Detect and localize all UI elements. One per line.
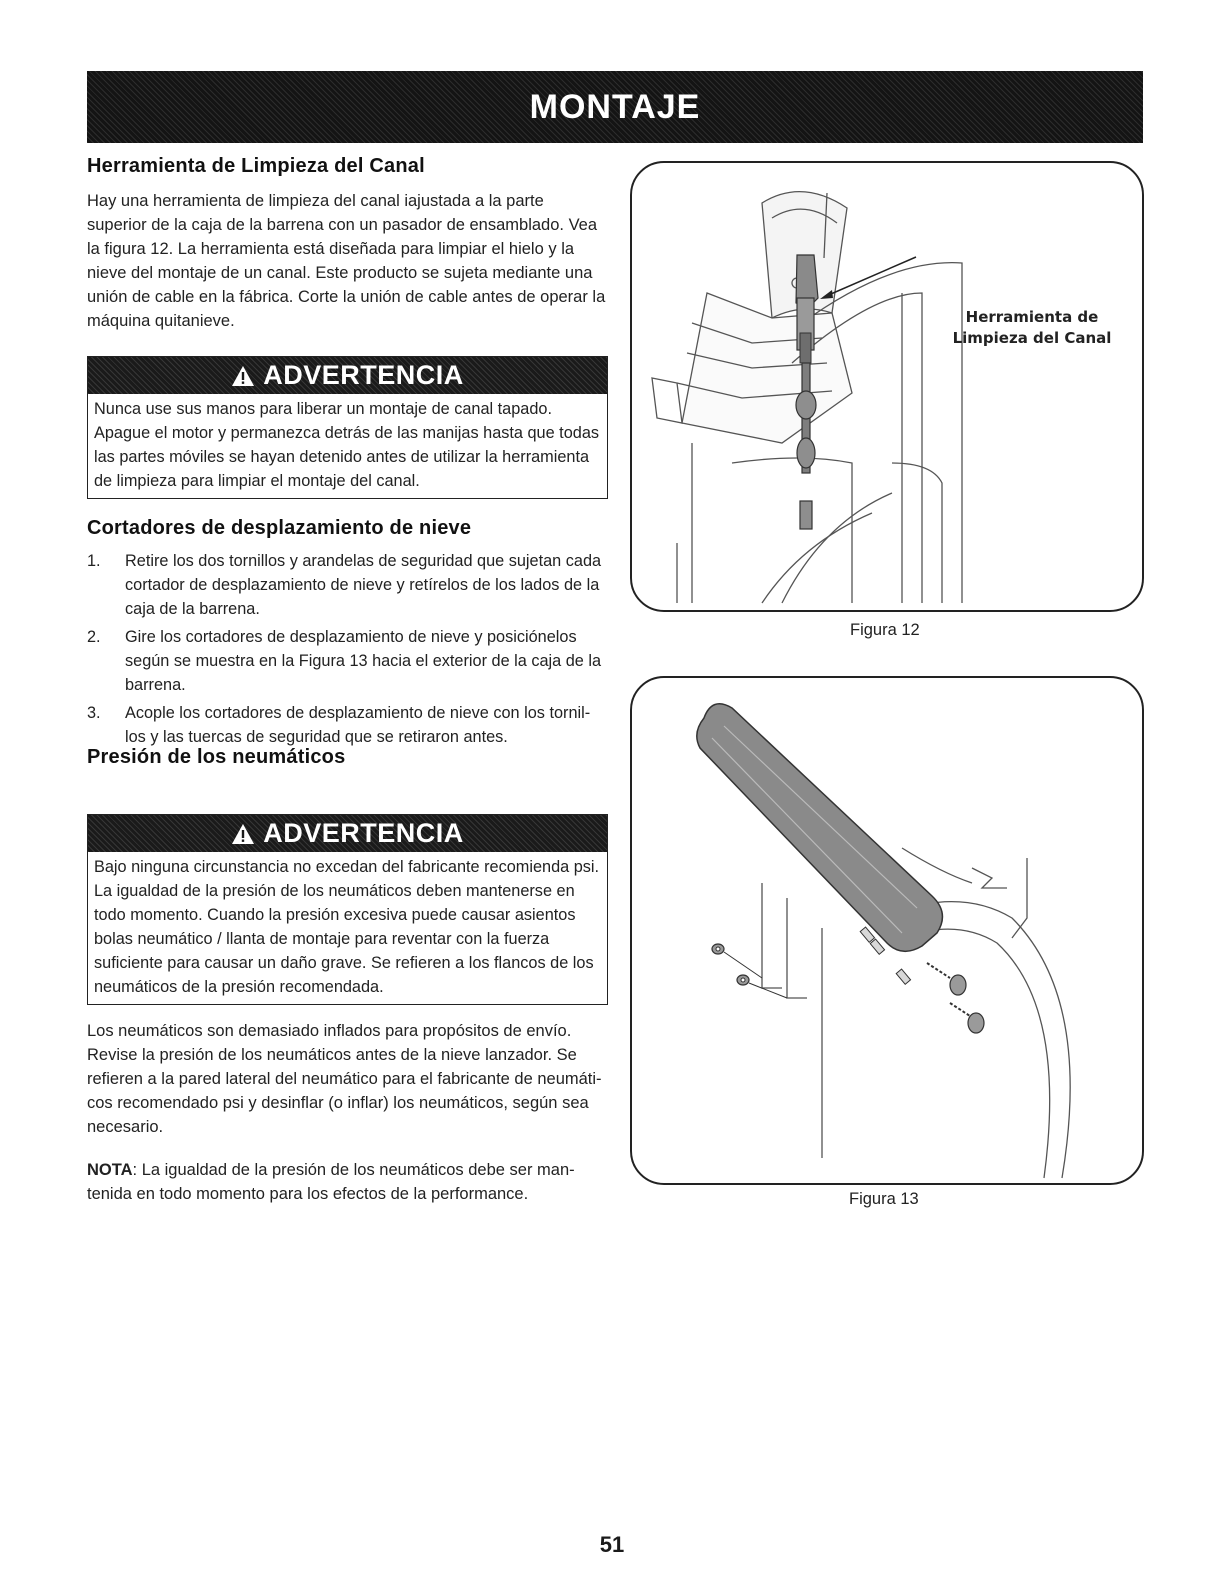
step-text: Retire los dos tornillos y arandelas de seguridad que sujetan cada cortador de desplazamiento de nieve y retírelos de los lados de la caja de la barrena.	[125, 552, 602, 618]
heading-tire-pressure: Presión de los neumáticos	[87, 746, 346, 768]
step-number: 2.	[87, 628, 101, 646]
warning-text: Nunca use sus manos para liberar un montaje de canal tapado. Apague el motor y permanezca detrás de las manijas hasta que todas las partes móviles se hayan detenido antes de utilizar la herramienta de limpieza para limpiar el montaje del canal.	[94, 400, 600, 490]
nota-text: : La igualdad de la presión de los neumáticos debe ser man- tenida en todo momento para los efectos de la performance.	[87, 1161, 575, 1203]
warning-title: ADVERTENCIA	[263, 818, 464, 848]
drift-cutter-part	[697, 704, 943, 985]
chute-illustration	[632, 163, 1142, 610]
step-text: Gire los cortadores de desplazamiento de nieve y posiciónelos según se muestra en la Figura 13 hacia el exterior de la caja de la barrena.	[125, 628, 602, 694]
tool-label-line2: Limpieza del Canal	[952, 329, 1112, 347]
nota-paragraph	[87, 1158, 607, 1206]
carriage-bolt	[927, 963, 966, 995]
figure-12-caption: Figura 12	[850, 621, 920, 639]
step-text: Acople los cortadores de desplazamiento de nieve con los tornil- los y las tuercas de seguridad que se retiraron antes.	[125, 704, 591, 746]
warning-triangle-icon	[231, 823, 255, 845]
carriage-bolt	[950, 1003, 984, 1033]
tool-label-line1: Herramienta de	[965, 308, 1099, 326]
warning-triangle-icon	[231, 365, 255, 387]
heading-chute-tool: Herramienta de Limpieza del Canal	[87, 155, 425, 177]
paragraph-tire-pressure: Los neumáticos son demasiado inflados para propósitos de envío. Revise la presión de los neumáticos antes de la nieve lanzador. Se refieren a la pared lateral del neumático para el fabricante de neumáti- cos recomendado psi y desinflar (o inflar) los neumáticos, según sea necesario.	[87, 1022, 602, 1136]
tool-label	[932, 307, 1132, 349]
warning-text: Bajo ninguna circunstancia no excedan del fabricante recomienda psi. La igualdad de la presión de los neumáticos deben mantenerse en todo momento. Cuando la presión excesiva puede causar asientos bolas neumático / llanta de montaje para reventar con la fuerza suficiente para causar un daño grave. Se refieren a los flancos de los neumáticos de la presión recomendada.	[94, 858, 600, 996]
figure-12-box	[630, 161, 1144, 612]
warning-box-tires	[87, 814, 608, 1005]
paragraph-chute-tool: Hay una herramienta de limpieza del canal iajustada a la parte superior de la caja de la barrena con un pasador de ensamblado. Vea la figura 12. La herramienta está diseñada para limpiar el hielo y la nieve del montaje de un canal. Este producto se sujeta mediante una unión de cable en la fábrica. Corte la unión de cable antes de operar la máquina quitanieve.	[87, 192, 606, 330]
steps-list	[87, 549, 607, 753]
warning-header	[88, 815, 607, 852]
heading-drift-cutters: Cortadores de desplazamiento de nieve	[87, 517, 472, 539]
banner-title: MONTAJE	[529, 87, 701, 126]
drift-cutter-illustration	[632, 678, 1142, 1183]
section-banner	[87, 71, 1143, 143]
figure-13-caption: Figura 13	[849, 1190, 919, 1208]
list-item	[87, 625, 607, 697]
nota-label: NOTA	[87, 1161, 133, 1179]
step-number: 1.	[87, 552, 101, 570]
warning-title: ADVERTENCIA	[263, 360, 464, 390]
list-item	[87, 549, 607, 621]
step-number: 3.	[87, 704, 101, 722]
warning-box-chute	[87, 356, 608, 499]
list-item	[87, 701, 607, 749]
page-number: 51	[599, 1532, 625, 1557]
lock-nut	[712, 944, 762, 978]
figure-13-box	[630, 676, 1144, 1185]
warning-header	[88, 357, 607, 394]
